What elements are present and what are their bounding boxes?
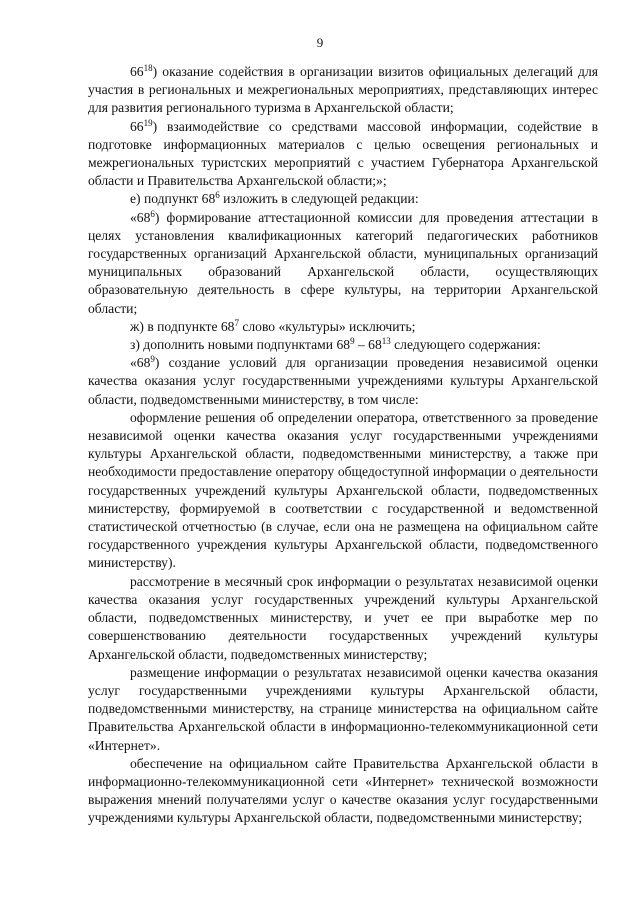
superscript-index: 7	[234, 317, 239, 328]
paragraph-text: оформление решения об определении оператора, ответственного за проведение независимой оценки качества оказания услуг государственными учреждениями культуры Архангельской области, подведомственными министерству, а также при необходимости предоставление оператору общедоступной информации о деятельности государственных учреждений культуры Архангельской области, подведомственных министерству, формируемой в соответствии с государственной и ведомственной статистической отчетностью (в случае, если она не размещена на официальном сайте государственного учреждения культуры Архангельской области, подведомственного министерству).	[88, 409, 598, 571]
paragraph-text: изложить в следующей редакции:	[219, 191, 419, 207]
paragraph	[88, 354, 598, 409]
superscript-index: 18	[143, 63, 153, 74]
paragraph-text: ) взаимодействие со средствами массовой информации, содействие в подготовке информационных материалов с целью освещения региональных и межрегиональных туристских мероприятий с участием Губернатора Архангельской области и Правительства Архангельской области;»;	[88, 118, 598, 189]
paragraph	[88, 190, 598, 208]
paragraph-text: з) дополнить новыми подпунктами 68	[130, 337, 351, 353]
paragraph-text: «68	[130, 355, 151, 371]
paragraph	[88, 755, 598, 828]
superscript-index: 13	[381, 336, 391, 347]
paragraph	[88, 573, 598, 664]
paragraph	[88, 63, 598, 118]
superscript-index: 6	[150, 208, 155, 219]
paragraph-text: обеспечение на официальном сайте Правительства Архангельской области в информационно-телекоммуникационной сети «Интернет» технической возможности выражения мнений получателями услуг о качестве оказания услуг государственными учреждениями культуры Архангельской области, подведомственными министерству;	[88, 755, 598, 826]
paragraph	[88, 664, 598, 755]
paragraph	[88, 409, 598, 573]
paragraph-text: слово «культуры» исключить;	[238, 318, 416, 334]
paragraph-text: 66	[130, 118, 144, 134]
paragraph-text: е) подпункт 68	[130, 191, 216, 207]
superscript-index: 6	[215, 190, 220, 201]
paragraph-text: ) оказание содействия в организации визитов официальных делегаций для участия в региональных и межрегиональных мероприятиях, представляющих интерес для развития регионального туризма в Архангельской области;	[88, 64, 598, 116]
superscript-index: 9	[150, 354, 155, 365]
paragraph-text: – 68	[354, 337, 382, 353]
paragraph	[88, 209, 598, 318]
paragraph-text: ) создание условий для организации проведения независимой оценки качества оказания услуг государственными учреждениями культуры Архангельской области, подведомственными министерству, в том числе:	[88, 355, 598, 407]
paragraph	[88, 318, 598, 336]
paragraph-text: 66	[130, 64, 144, 79]
paragraph-text: следующего содержания:	[390, 337, 541, 353]
paragraph-text: ж) в подпункте 68	[130, 318, 235, 334]
paragraph	[88, 336, 598, 354]
paragraph-text: размещение информации о результатах независимой оценки качества оказания услуг государственными учреждениями культуры Архангельской области, подведомственными министерству, на странице министерства на официальном сайте Правительства Архангельской области в информационно-телекоммуникационной сети «Интернет».	[88, 664, 598, 753]
paragraph	[88, 118, 598, 191]
superscript-index: 9	[350, 336, 355, 347]
paragraph-text: ) формирование аттестационной комиссии для проведения аттестации в целях установления квалификационных категорий педагогических работников государственных организаций Архангельской области, муниципальных организаций муниципальных образований Архангельской области, осуществляющих образовательную деятельность в сфере культуры, на территории Архангельской области;	[88, 209, 598, 316]
paragraph-text: «68	[130, 209, 151, 225]
page-number: 9	[316, 35, 324, 50]
paragraph-text: рассмотрение в месячный срок информации о результатах независимой оценки качества оказания услуг государственных учреждений культуры Архангельской области, подведомственных министерству, и учет ее при выработке мер по совершенствованию деятельности государственных учреждений культуры Архангельской области, подведомственных министерству;	[88, 573, 598, 662]
document-body	[88, 63, 598, 828]
superscript-index: 19	[143, 117, 153, 128]
